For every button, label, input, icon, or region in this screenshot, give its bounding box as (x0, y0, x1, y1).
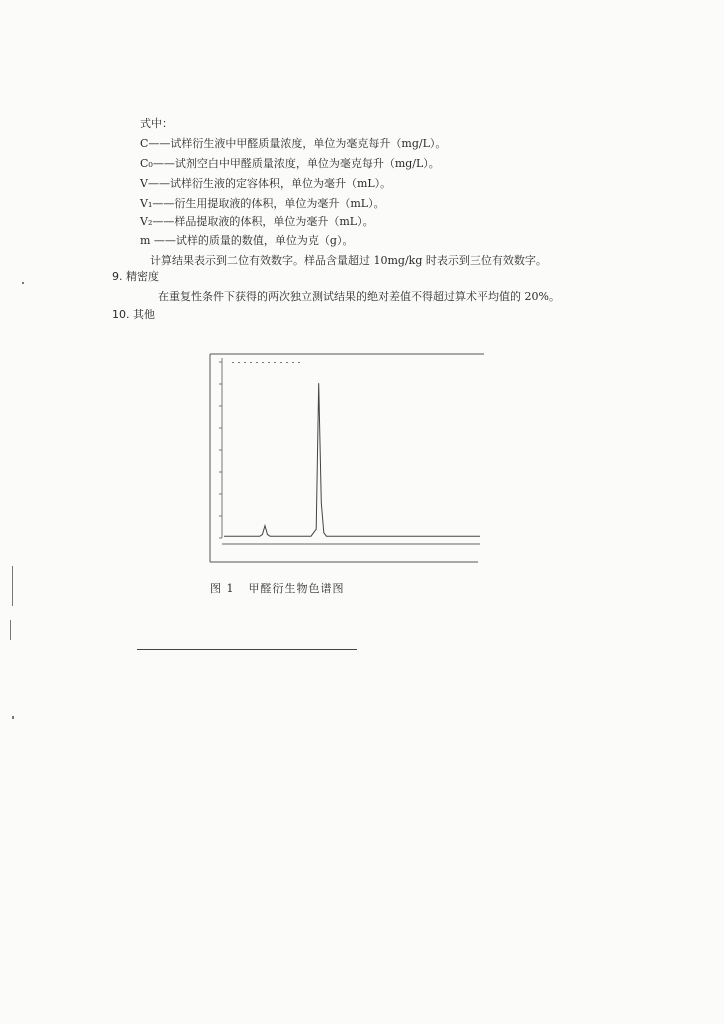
top-marker (274, 362, 276, 363)
top-marker (250, 362, 252, 363)
scan-speck (12, 716, 14, 719)
figure-label: 图 1 (210, 582, 235, 595)
section-9-title: 9. 精密度 (112, 270, 159, 283)
top-marker (232, 362, 234, 363)
top-marker (298, 362, 300, 363)
definition-c0: C₀——试剂空白中甲醛质量浓度，单位为毫克每升（mg/L）。 (140, 157, 440, 170)
result-note: 计算结果表示到二位有效数字。样品含量超过 10mg/kg 时表示到三位有效数字。 (150, 254, 547, 267)
section-10-title: 10. 其他 (112, 308, 155, 321)
definition-v2: V₂——样品提取液的体积，单位为毫升（mL）。 (140, 215, 374, 228)
top-marker (256, 362, 258, 363)
definition-m: m ——试样的质量的数值，单位为克（g）。 (140, 234, 354, 247)
chart-frame (210, 354, 484, 562)
top-marker (280, 362, 282, 363)
definition-c: C——试样衍生液中甲醛质量浓度，单位为毫克每升（mg/L）。 (140, 137, 447, 150)
figure-caption-text: 甲醛衍生物色谱图 (248, 582, 345, 595)
top-marker (262, 362, 264, 363)
top-marker (286, 362, 288, 363)
section-9-text: 在重复性条件下获得的两次独立测试结果的绝对差值不得超过算术平均值的 20%。 (158, 290, 560, 303)
chromatogram-chart (202, 350, 484, 566)
formula-heading: 式中： (140, 117, 173, 130)
figure-caption (210, 580, 345, 596)
scan-mark (10, 620, 11, 640)
chromatogram-trace (224, 383, 480, 536)
definition-v1: V₁——衍生用提取液的体积，单位为毫升（mL）。 (140, 197, 385, 210)
footnote-rule (137, 649, 357, 650)
scan-mark (12, 566, 13, 606)
scan-speck (22, 282, 24, 284)
definition-v: V——试样衍生液的定容体积，单位为毫升（mL）。 (140, 177, 392, 190)
top-marker (268, 362, 270, 363)
top-marker (292, 362, 294, 363)
top-marker (244, 362, 246, 363)
top-markers (232, 362, 300, 363)
top-marker (238, 362, 240, 363)
